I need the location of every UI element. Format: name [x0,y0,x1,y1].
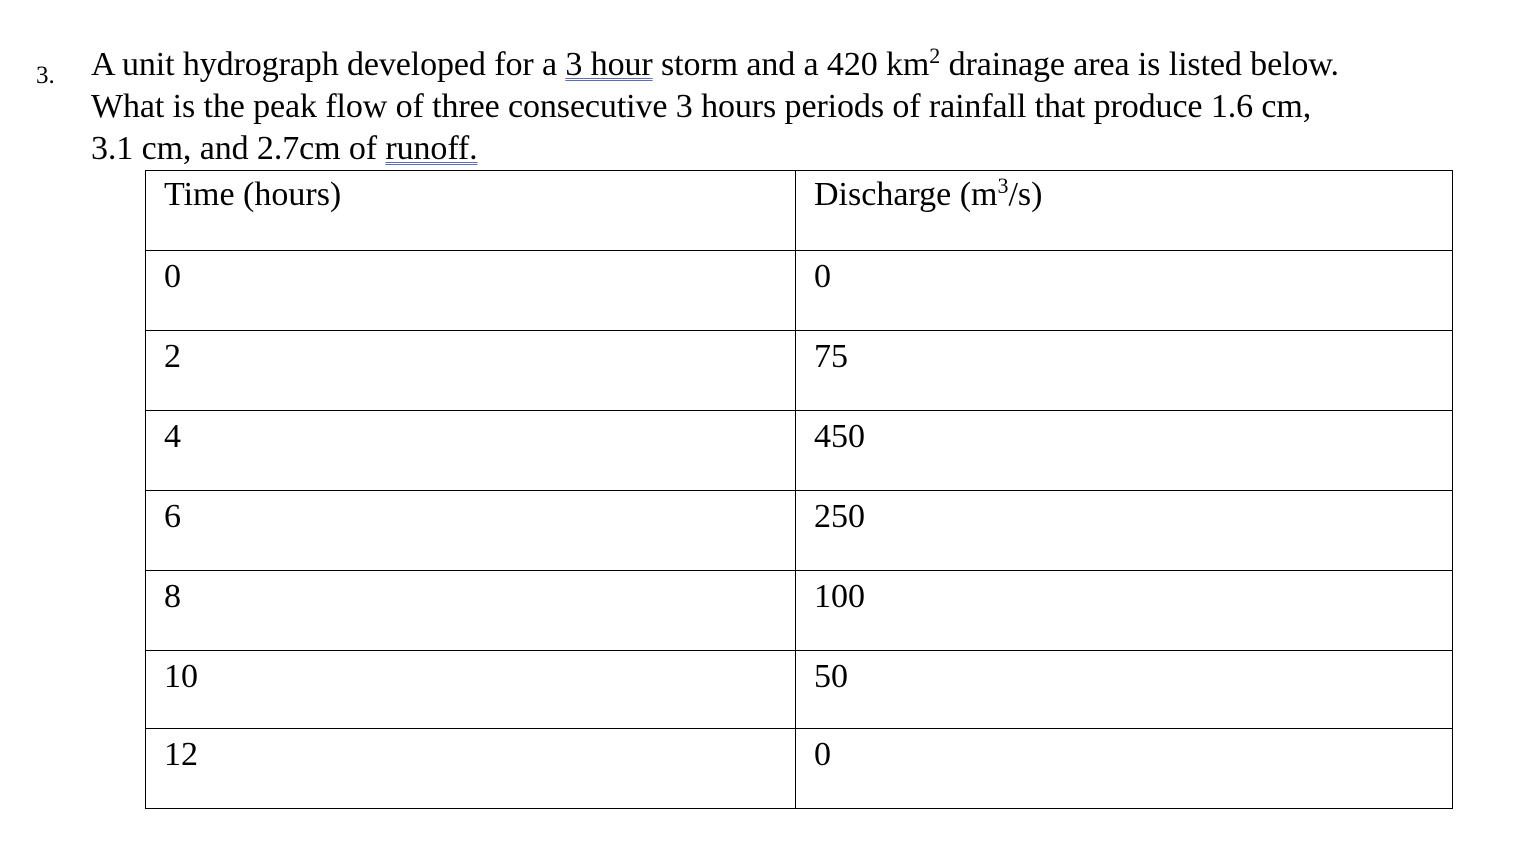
table-row [146,411,1453,491]
table-row [146,651,1453,729]
table-row [146,251,1453,331]
superscript-2: 2 [929,43,941,68]
discharge-cell [796,729,1453,809]
header-discharge-label [814,171,1452,217]
discharge-cell [796,411,1453,491]
discharge-value: 50 [814,658,848,695]
underlined-runoff: runoff. [385,130,478,167]
time-value: 0 [164,258,181,295]
table-header-row [146,171,1453,251]
header-time [146,171,796,251]
discharge-cell [796,651,1453,729]
question-text [91,44,1491,170]
time-cell [146,491,796,571]
underlined-3-hour: 3 hour [565,46,653,83]
time-cell [146,331,796,411]
table-row [146,729,1453,809]
time-cell [146,651,796,729]
discharge-value: 250 [814,498,865,535]
time-cell [146,729,796,809]
discharge-value: 100 [814,578,865,615]
discharge-value: 75 [814,338,848,375]
header-discharge-part-b: /s) [1008,176,1043,213]
time-cell [146,251,796,331]
discharge-value: 450 [814,418,865,455]
time-value: 4 [164,418,181,455]
question-line-1-part-b: storm and a 420 km [652,46,930,83]
question-line-3 [91,128,1491,170]
question-line-2: What is the peak flow of three consecutive 3 hours periods of rainfall that produce 1.6 cm, [91,88,1312,125]
time-value: 12 [164,736,198,773]
discharge-cell [796,251,1453,331]
discharge-cell [796,491,1453,571]
discharge-value: 0 [814,258,831,295]
time-value: 2 [164,338,181,375]
time-value: 10 [164,658,198,695]
question-line-1 [91,44,1491,86]
header-time-label: Time (hours) [164,176,342,213]
discharge-cell [796,571,1453,651]
discharge-value: 0 [814,736,831,773]
question-number: 3. [36,62,55,89]
table-row [146,331,1453,411]
time-cell [146,411,796,491]
time-cell [146,571,796,651]
question-line-3-part-a: 3.1 cm, and 2.7cm of [91,130,386,167]
superscript-3: 3 [997,173,1009,198]
header-discharge [796,171,1453,251]
question-line-1-part-c: drainage area is listed below. [940,46,1339,83]
hydrograph-table [145,170,1453,809]
discharge-cell [796,331,1453,411]
time-value: 6 [164,498,181,535]
time-value: 8 [164,578,181,615]
header-discharge-part-a: Discharge (m [814,176,998,213]
question-line-1-part-a: A unit hydrograph developed for a [91,46,566,83]
table-row [146,571,1453,651]
table-row [146,491,1453,571]
